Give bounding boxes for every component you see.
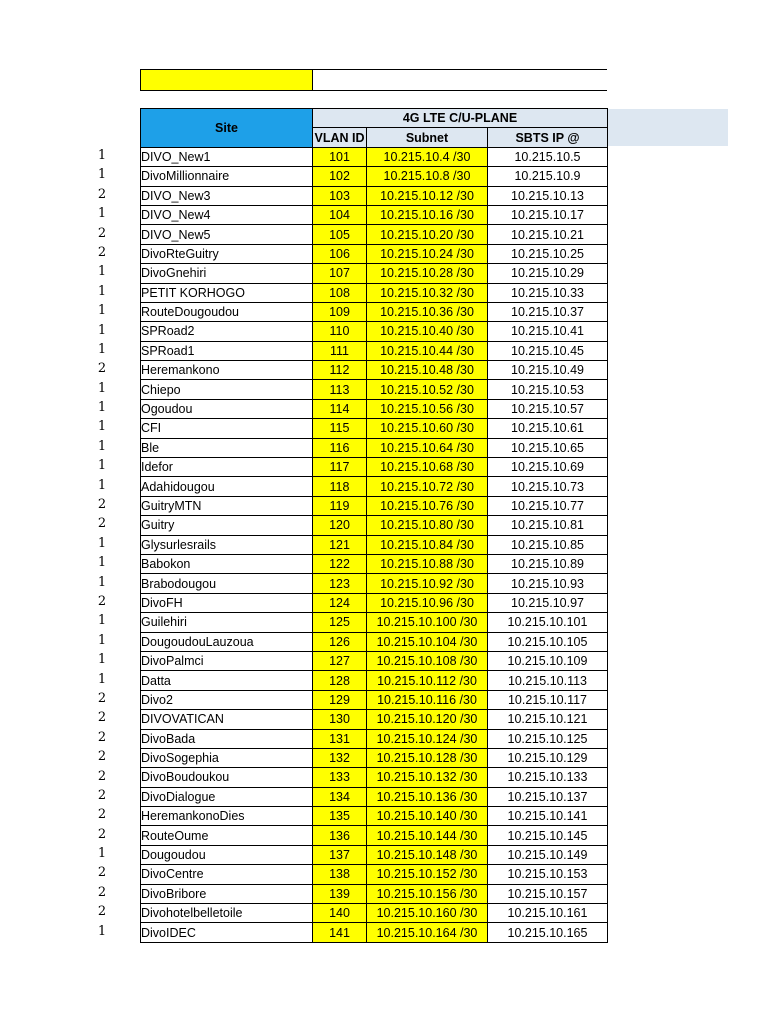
table-row [141, 205, 608, 224]
site-cell[interactable]: Dougoudou [141, 845, 313, 864]
row-count-number: 2 [97, 225, 107, 241]
subnet-cell[interactable]: 10.215.10.144 /30 [367, 826, 488, 845]
table-row [141, 613, 608, 632]
table-row [141, 729, 608, 748]
row-count-number: 2 [97, 807, 107, 823]
site-cell[interactable]: CFI [141, 419, 313, 438]
sbts-ip-cell[interactable]: 10.215.10.117 [488, 690, 608, 709]
site-cell[interactable]: Babokon [141, 554, 313, 573]
site-cell[interactable]: PETIT KORHOGO [141, 283, 313, 302]
sbts-ip-cell[interactable]: 10.215.10.101 [488, 613, 608, 632]
table-row [141, 845, 608, 864]
row-count-number: 2 [97, 884, 107, 900]
table-row [141, 671, 608, 690]
site-cell[interactable]: Ble [141, 438, 313, 457]
sbts-ip-cell[interactable]: 10.215.10.61 [488, 419, 608, 438]
subnet-cell[interactable]: 10.215.10.124 /30 [367, 729, 488, 748]
table-row [141, 341, 608, 360]
row-count-number: 2 [97, 768, 107, 784]
row-count-number: 2 [97, 690, 107, 706]
table-row [141, 458, 608, 477]
subnet-cell[interactable]: 10.215.10.160 /30 [367, 904, 488, 923]
subnet-cell[interactable]: 10.215.10.116 /30 [367, 690, 488, 709]
sbts-ip-cell[interactable]: 10.215.10.109 [488, 651, 608, 670]
vlan-id-cell[interactable]: 120 [313, 516, 367, 535]
row-count-number: 1 [97, 555, 107, 571]
sbts-ip-cell[interactable]: 10.215.10.17 [488, 205, 608, 224]
site-cell[interactable]: DivoCentre [141, 865, 313, 884]
row-count-number: 1 [97, 322, 107, 338]
sbts-ip-cell[interactable]: 10.215.10.121 [488, 710, 608, 729]
vlan-id-cell[interactable]: 129 [313, 690, 367, 709]
vlan-id-cell[interactable]: 124 [313, 593, 367, 612]
row-count-number: 1 [97, 303, 107, 319]
row-count-number: 2 [97, 865, 107, 881]
sbts-ip-cell[interactable]: 10.215.10.165 [488, 923, 608, 942]
vlan-id-cell[interactable]: 107 [313, 264, 367, 283]
subnet-cell[interactable]: 10.215.10.8 /30 [367, 167, 488, 186]
vlan-id-cell[interactable]: 117 [313, 458, 367, 477]
vlan-id-cell[interactable]: 116 [313, 438, 367, 457]
subnet-cell[interactable]: 10.215.10.60 /30 [367, 419, 488, 438]
sbts-ip-cell[interactable]: 10.215.10.13 [488, 186, 608, 205]
row-count-number: 1 [97, 380, 107, 396]
subnet-cell[interactable]: 10.215.10.100 /30 [367, 613, 488, 632]
vlan-id-cell[interactable]: 137 [313, 845, 367, 864]
vlan-id-cell[interactable]: 110 [313, 322, 367, 341]
sbts-ip-cell[interactable]: 10.215.10.45 [488, 341, 608, 360]
site-cell[interactable]: Glysurlesrails [141, 535, 313, 554]
row-count-number: 1 [97, 652, 107, 668]
sbts-ip-cell[interactable]: 10.215.10.137 [488, 787, 608, 806]
vlan-id-cell[interactable]: 128 [313, 671, 367, 690]
subnet-cell[interactable]: 10.215.10.164 /30 [367, 923, 488, 942]
vlan-id-cell[interactable]: 125 [313, 613, 367, 632]
vlan-id-cell[interactable]: 122 [313, 554, 367, 573]
table-row [141, 399, 608, 418]
site-cell[interactable]: Heremankono [141, 361, 313, 380]
vlan-id-cell[interactable]: 112 [313, 361, 367, 380]
vlan-table [140, 108, 608, 943]
subnet-cell[interactable]: 10.215.10.104 /30 [367, 632, 488, 651]
row-count-number: 1 [97, 264, 107, 280]
site-cell[interactable]: DIVOVATICAN [141, 710, 313, 729]
vlan-id-cell[interactable]: 140 [313, 904, 367, 923]
subnet-cell[interactable]: 10.215.10.52 /30 [367, 380, 488, 399]
subnet-cell[interactable]: 10.215.10.88 /30 [367, 554, 488, 573]
site-cell[interactable]: Adahidougou [141, 477, 313, 496]
subnet-cell[interactable]: 10.215.10.24 /30 [367, 244, 488, 263]
table-row [141, 322, 608, 341]
sbts-ip-cell[interactable]: 10.215.10.5 [488, 147, 608, 166]
subnet-cell[interactable]: 10.215.10.120 /30 [367, 710, 488, 729]
table-row [141, 554, 608, 573]
subnet-cell[interactable]: 10.215.10.68 /30 [367, 458, 488, 477]
site-cell[interactable]: Guilehiri [141, 613, 313, 632]
subnet-cell[interactable]: 10.215.10.20 /30 [367, 225, 488, 244]
table-row [141, 438, 608, 457]
site-cell[interactable]: DIVO_New5 [141, 225, 313, 244]
vlan-id-cell[interactable]: 136 [313, 826, 367, 845]
site-cell[interactable]: DIVO_New4 [141, 205, 313, 224]
row-count-number: 1 [97, 671, 107, 687]
site-cell[interactable]: DivoBribore [141, 884, 313, 903]
site-cell[interactable]: GuitryMTN [141, 496, 313, 515]
site-cell[interactable]: DivoBada [141, 729, 313, 748]
site-cell[interactable]: Idefor [141, 458, 313, 477]
vlan-id-cell[interactable]: 102 [313, 167, 367, 186]
subnet-cell[interactable]: 10.215.10.140 /30 [367, 807, 488, 826]
site-cell[interactable]: SPRoad2 [141, 322, 313, 341]
subnet-cell[interactable]: 10.215.10.64 /30 [367, 438, 488, 457]
vlan-id-cell[interactable]: 127 [313, 651, 367, 670]
row-count-number: 1 [97, 846, 107, 862]
vlan-id-cell[interactable]: 126 [313, 632, 367, 651]
top-title-bar [140, 69, 607, 90]
vlan-id-cell[interactable]: 123 [313, 574, 367, 593]
subnet-cell[interactable]: 10.215.10.76 /30 [367, 496, 488, 515]
header-band-extension [607, 109, 728, 146]
row-count-number: 1 [97, 923, 107, 939]
sbts-ip-cell[interactable]: 10.215.10.57 [488, 399, 608, 418]
table-body [141, 147, 608, 942]
sbts-ip-cell[interactable]: 10.215.10.21 [488, 225, 608, 244]
row-count-number: 2 [97, 516, 107, 532]
table-row [141, 748, 608, 767]
table-row [141, 264, 608, 283]
table-row [141, 225, 608, 244]
site-cell[interactable]: DivoSogephia [141, 748, 313, 767]
table-row [141, 302, 608, 321]
site-cell[interactable]: Guitry [141, 516, 313, 535]
site-cell[interactable]: DivoDialogue [141, 787, 313, 806]
sbts-ip-cell[interactable]: 10.215.10.37 [488, 302, 608, 321]
site-header[interactable]: Site [141, 109, 313, 148]
site-cell[interactable]: Chiepo [141, 380, 313, 399]
row-count-number: 2 [97, 244, 107, 260]
site-cell[interactable]: DIVO_New3 [141, 186, 313, 205]
row-count-number: 1 [97, 206, 107, 222]
sbts-ip-cell[interactable]: 10.215.10.145 [488, 826, 608, 845]
vlan-id-cell[interactable]: 114 [313, 399, 367, 418]
site-cell[interactable]: DIVO_New1 [141, 147, 313, 166]
vlan-id-cell[interactable]: 130 [313, 710, 367, 729]
subnet-cell[interactable]: 10.215.10.92 /30 [367, 574, 488, 593]
table-row [141, 768, 608, 787]
sbts-ip-cell[interactable]: 10.215.10.49 [488, 361, 608, 380]
bottom-rule [312, 90, 607, 91]
header-row-1 [141, 109, 608, 128]
site-cell[interactable]: RouteDougoudou [141, 302, 313, 321]
site-cell[interactable]: DivoGnehiri [141, 264, 313, 283]
table-row [141, 904, 608, 923]
table-row [141, 380, 608, 399]
subnet-cell[interactable]: 10.215.10.28 /30 [367, 264, 488, 283]
row-count-number: 1 [97, 419, 107, 435]
plane-header[interactable]: 4G LTE C/U-PLANE [313, 109, 608, 128]
row-count-number: 1 [97, 283, 107, 299]
table-row [141, 147, 608, 166]
site-cell[interactable]: Ogoudou [141, 399, 313, 418]
table-row [141, 361, 608, 380]
site-cell[interactable]: RouteOume [141, 826, 313, 845]
vlan-id-cell[interactable]: 132 [313, 748, 367, 767]
site-cell[interactable]: DivoPalmci [141, 651, 313, 670]
subnet-cell[interactable]: 10.215.10.40 /30 [367, 322, 488, 341]
table-row [141, 574, 608, 593]
sbts-ip-cell[interactable]: 10.215.10.89 [488, 554, 608, 573]
sbts-ip-cell[interactable]: 10.215.10.65 [488, 438, 608, 457]
subnet-cell[interactable]: 10.215.10.84 /30 [367, 535, 488, 554]
vlan-id-cell[interactable]: 133 [313, 768, 367, 787]
subnet-cell[interactable]: 10.215.10.16 /30 [367, 205, 488, 224]
sbts-ip-cell[interactable]: 10.215.10.69 [488, 458, 608, 477]
row-count-number: 1 [97, 167, 107, 183]
sbts-ip-cell[interactable]: 10.215.10.153 [488, 865, 608, 884]
vlan-id-cell[interactable]: 141 [313, 923, 367, 942]
subnet-cell[interactable]: 10.215.10.156 /30 [367, 884, 488, 903]
table-row [141, 826, 608, 845]
top-rule [312, 69, 607, 70]
site-cell[interactable]: DivoFH [141, 593, 313, 612]
table-row [141, 593, 608, 612]
row-count-number: 2 [97, 361, 107, 377]
sbts-ip-cell[interactable]: 10.215.10.53 [488, 380, 608, 399]
table-row [141, 710, 608, 729]
vlan-id-cell[interactable]: 104 [313, 205, 367, 224]
sbts-ip-cell[interactable]: 10.215.10.125 [488, 729, 608, 748]
sbts-ip-cell[interactable]: 10.215.10.149 [488, 845, 608, 864]
subnet-cell[interactable]: 10.215.10.132 /30 [367, 768, 488, 787]
vlan-id-cell[interactable]: 109 [313, 302, 367, 321]
row-count-number: 2 [97, 826, 107, 842]
row-count-number: 1 [97, 458, 107, 474]
subnet-cell[interactable]: 10.215.10.44 /30 [367, 341, 488, 360]
row-count-number: 1 [97, 574, 107, 590]
subnet-cell[interactable]: 10.215.10.108 /30 [367, 651, 488, 670]
row-count-number: 2 [97, 904, 107, 920]
subnet-cell[interactable]: 10.215.10.136 /30 [367, 787, 488, 806]
subnet-cell[interactable]: 10.215.10.56 /30 [367, 399, 488, 418]
sbts-ip-cell[interactable]: 10.215.10.85 [488, 535, 608, 554]
vlan-id-cell[interactable]: 106 [313, 244, 367, 263]
sbts-ip-cell[interactable]: 10.215.10.161 [488, 904, 608, 923]
row-count-number: 1 [97, 613, 107, 629]
row-count-number: 2 [97, 710, 107, 726]
table-row [141, 496, 608, 515]
table-row [141, 244, 608, 263]
sbts-ip-cell[interactable]: 10.215.10.73 [488, 477, 608, 496]
table-row [141, 419, 608, 438]
vlan-id-cell[interactable]: 139 [313, 884, 367, 903]
row-count-number: 2 [97, 749, 107, 765]
row-count-number: 2 [97, 497, 107, 513]
sbts-ip-cell[interactable]: 10.215.10.129 [488, 748, 608, 767]
vlan-id-cell[interactable]: 135 [313, 807, 367, 826]
sbts-ip-cell[interactable]: 10.215.10.9 [488, 167, 608, 186]
yellow-title-cell[interactable] [140, 69, 313, 91]
row-count-number: 1 [97, 535, 107, 551]
vlan-id-cell[interactable]: 111 [313, 341, 367, 360]
table-row [141, 787, 608, 806]
site-cell[interactable]: DivoRteGuitry [141, 244, 313, 263]
vlan-id-cell[interactable]: 101 [313, 147, 367, 166]
sbts-ip-cell[interactable]: 10.215.10.33 [488, 283, 608, 302]
sbts-ip-cell[interactable]: 10.215.10.141 [488, 807, 608, 826]
table-row [141, 690, 608, 709]
row-count-number: 1 [97, 341, 107, 357]
subnet-cell[interactable]: 10.215.10.80 /30 [367, 516, 488, 535]
site-cell[interactable]: DougoudouLauzoua [141, 632, 313, 651]
vlan-id-cell[interactable]: 113 [313, 380, 367, 399]
subnet-cell[interactable]: 10.215.10.12 /30 [367, 186, 488, 205]
sbts-ip-cell[interactable]: 10.215.10.77 [488, 496, 608, 515]
row-count-number: 1 [97, 632, 107, 648]
table-row [141, 477, 608, 496]
row-count-number: 2 [97, 186, 107, 202]
subnet-cell[interactable]: 10.215.10.152 /30 [367, 865, 488, 884]
subnet-cell[interactable]: 10.215.10.148 /30 [367, 845, 488, 864]
table-row [141, 923, 608, 942]
sbts-ip-cell[interactable]: 10.215.10.157 [488, 884, 608, 903]
vlan-id-header[interactable]: VLAN ID [313, 128, 367, 147]
sbts-ip-cell[interactable]: 10.215.10.93 [488, 574, 608, 593]
table-row [141, 535, 608, 554]
row-count-number: 1 [97, 400, 107, 416]
sbts-ip-cell[interactable]: 10.215.10.113 [488, 671, 608, 690]
table-row [141, 516, 608, 535]
site-cell[interactable]: Brabodougou [141, 574, 313, 593]
sbts-ip-cell[interactable]: 10.215.10.25 [488, 244, 608, 263]
subnet-cell[interactable]: 10.215.10.72 /30 [367, 477, 488, 496]
site-cell[interactable]: Datta [141, 671, 313, 690]
row-count-number: 2 [97, 593, 107, 609]
site-cell[interactable]: DivoBoudoukou [141, 768, 313, 787]
sbts-ip-cell[interactable]: 10.215.10.133 [488, 768, 608, 787]
site-cell[interactable]: Divo2 [141, 690, 313, 709]
vlan-id-cell[interactable]: 105 [313, 225, 367, 244]
row-count-number: 1 [97, 438, 107, 454]
vlan-id-cell[interactable]: 118 [313, 477, 367, 496]
table-row [141, 884, 608, 903]
subnet-cell[interactable]: 10.215.10.96 /30 [367, 593, 488, 612]
table-row [141, 807, 608, 826]
subnet-header[interactable]: Subnet [367, 128, 488, 147]
sbts-ip-cell[interactable]: 10.215.10.81 [488, 516, 608, 535]
vlan-id-cell[interactable]: 115 [313, 419, 367, 438]
vlan-id-cell[interactable]: 138 [313, 865, 367, 884]
row-count-number: 1 [97, 477, 107, 493]
site-cell[interactable]: HeremankonoDies [141, 807, 313, 826]
subnet-cell[interactable]: 10.215.10.36 /30 [367, 302, 488, 321]
site-cell[interactable]: SPRoad1 [141, 341, 313, 360]
table-row [141, 283, 608, 302]
site-cell[interactable]: Divohotelbelletoile [141, 904, 313, 923]
table-row [141, 632, 608, 651]
vlan-id-cell[interactable]: 108 [313, 283, 367, 302]
vlan-id-cell[interactable]: 121 [313, 535, 367, 554]
subnet-cell[interactable]: 10.215.10.4 /30 [367, 147, 488, 166]
vlan-id-cell[interactable]: 103 [313, 186, 367, 205]
left-count-column [96, 146, 108, 941]
table-row [141, 186, 608, 205]
vlan-id-cell[interactable]: 134 [313, 787, 367, 806]
row-count-number: 2 [97, 787, 107, 803]
site-cell[interactable]: DivoIDEC [141, 923, 313, 942]
subnet-cell[interactable]: 10.215.10.32 /30 [367, 283, 488, 302]
table-row [141, 167, 608, 186]
sbts-ip-cell[interactable]: 10.215.10.41 [488, 322, 608, 341]
sbts-ip-cell[interactable]: 10.215.10.29 [488, 264, 608, 283]
table-row [141, 865, 608, 884]
sbts-ip-header[interactable]: SBTS IP @ [488, 128, 608, 147]
sbts-ip-cell[interactable]: 10.215.10.97 [488, 593, 608, 612]
vlan-id-cell[interactable]: 131 [313, 729, 367, 748]
row-count-number: 1 [97, 148, 107, 163]
table-row [141, 651, 608, 670]
sbts-ip-cell[interactable]: 10.215.10.105 [488, 632, 608, 651]
row-count-number: 2 [97, 729, 107, 745]
subnet-cell[interactable]: 10.215.10.112 /30 [367, 671, 488, 690]
vlan-id-cell[interactable]: 119 [313, 496, 367, 515]
site-cell[interactable]: DivoMillionnaire [141, 167, 313, 186]
subnet-cell[interactable]: 10.215.10.128 /30 [367, 748, 488, 767]
subnet-cell[interactable]: 10.215.10.48 /30 [367, 361, 488, 380]
